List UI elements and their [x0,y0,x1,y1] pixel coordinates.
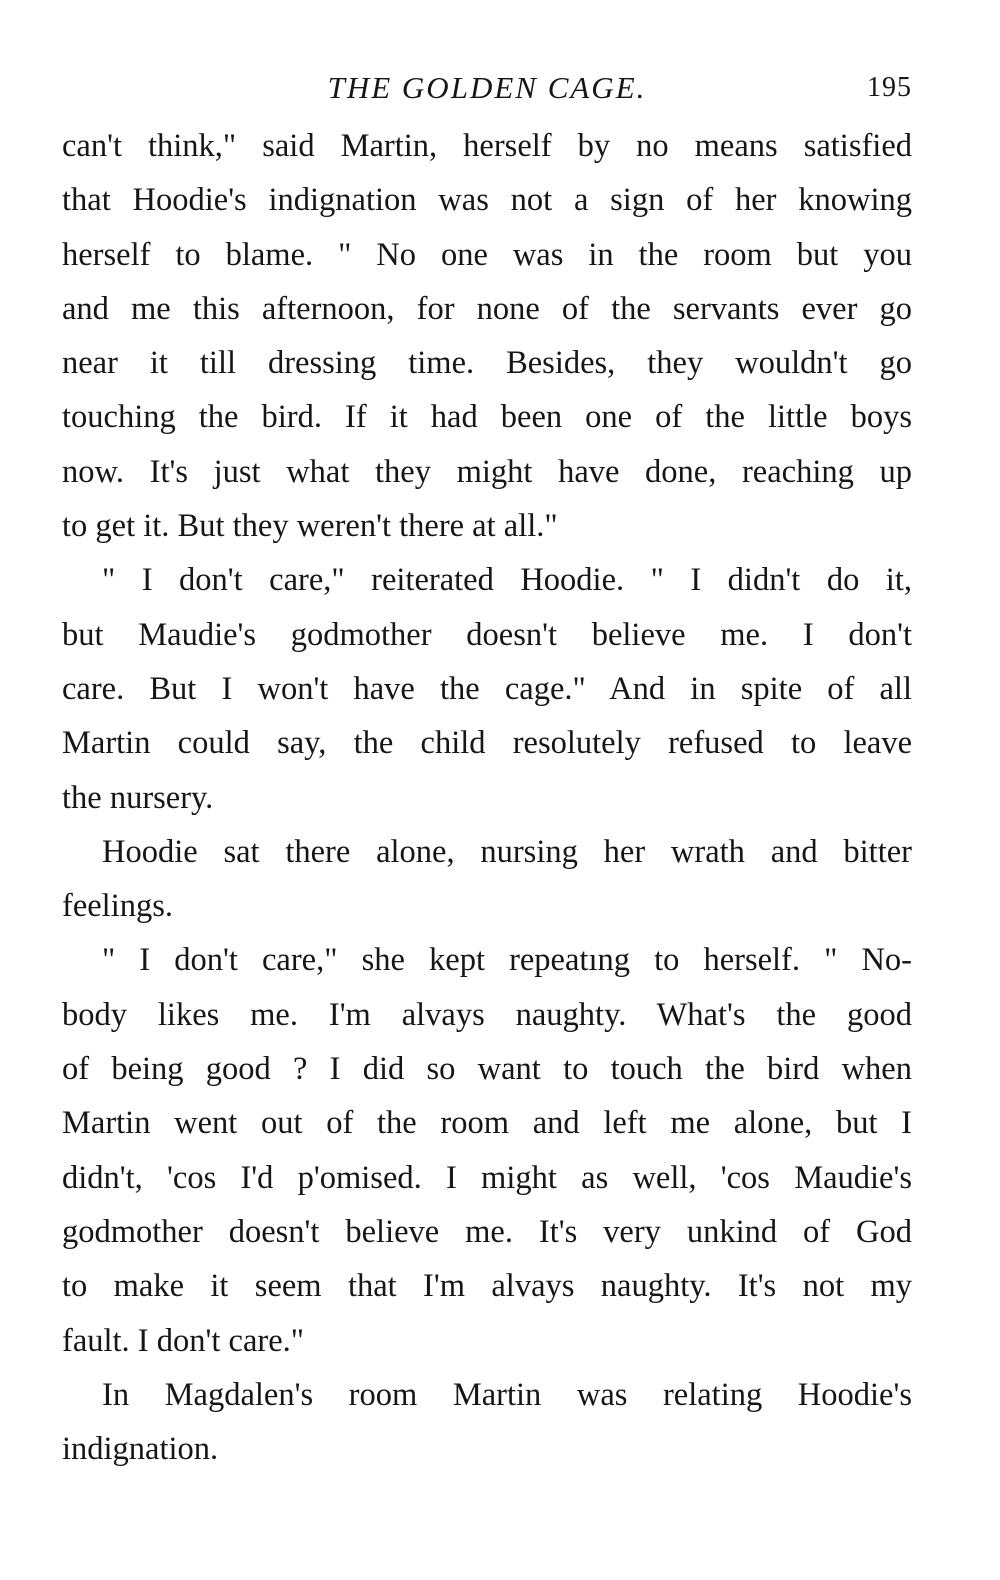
text-line: Martin could say, the child resolutely refused to leave [62,725,912,762]
text-line: the nursery. [62,779,214,816]
paragraph-first-line: Hoodie sat there alone, nursing her wrath and bitter [102,833,912,870]
text-line: herself to blame. " No one was in the room but you [62,236,912,273]
running-title: THE GOLDEN CAGE. [327,70,647,105]
running-header [62,66,912,110]
text-line: now. It's just what they might have done, reaching up [62,453,912,490]
text-line: godmother doesn't believe me. It's very unkind of God [62,1213,912,1250]
text-line: body likes me. I'm alvays naughty. What's the good [62,996,912,1033]
text-line: that Hoodie's indignation was not a sign of her knowing [62,182,912,219]
text-line: to make it seem that I'm alvays naughty. It's not my [62,1268,912,1305]
paragraph-first-line: " I don't care," reiterated Hoodie. " I didn't do it, [102,562,912,599]
text-line: didn't, 'cos I'd p'omised. I might as well, 'cos Maudie's [62,1159,912,1196]
text-line: touching the bird. If it had been one of the little boys [62,399,912,436]
text-line: of being good ? I did so want to touch the bird when [62,1051,912,1088]
text-line: but Maudie's godmother doesn't believe me. I don't [62,616,912,653]
text-line: fault. I don't care." [62,1322,305,1359]
text-line: can't think," said Martin, herself by no means satisfied [62,128,912,164]
body-text [62,119,912,1476]
text-line: to get it. But they weren't there at all." [62,508,558,545]
page-number: 195 [867,72,912,103]
paragraph-first-line: " I don't care," she kept repeatıng to herself. " No- [102,942,912,979]
text-line: feelings. [62,888,174,925]
text-line: Martin went out of the room and left me alone, but I [62,1105,912,1142]
text-line: near it till dressing time. Besides, they wouldn't go [62,345,912,382]
text-line: care. But I won't have the cage." And in spite of all [62,670,912,707]
paragraph-first-line: In Magdalen's room Martin was relating Hoodie's [102,1376,912,1413]
text-line: indignation. [62,1431,219,1468]
text-line: and me this afternoon, for none of the servants ever go [62,290,912,327]
